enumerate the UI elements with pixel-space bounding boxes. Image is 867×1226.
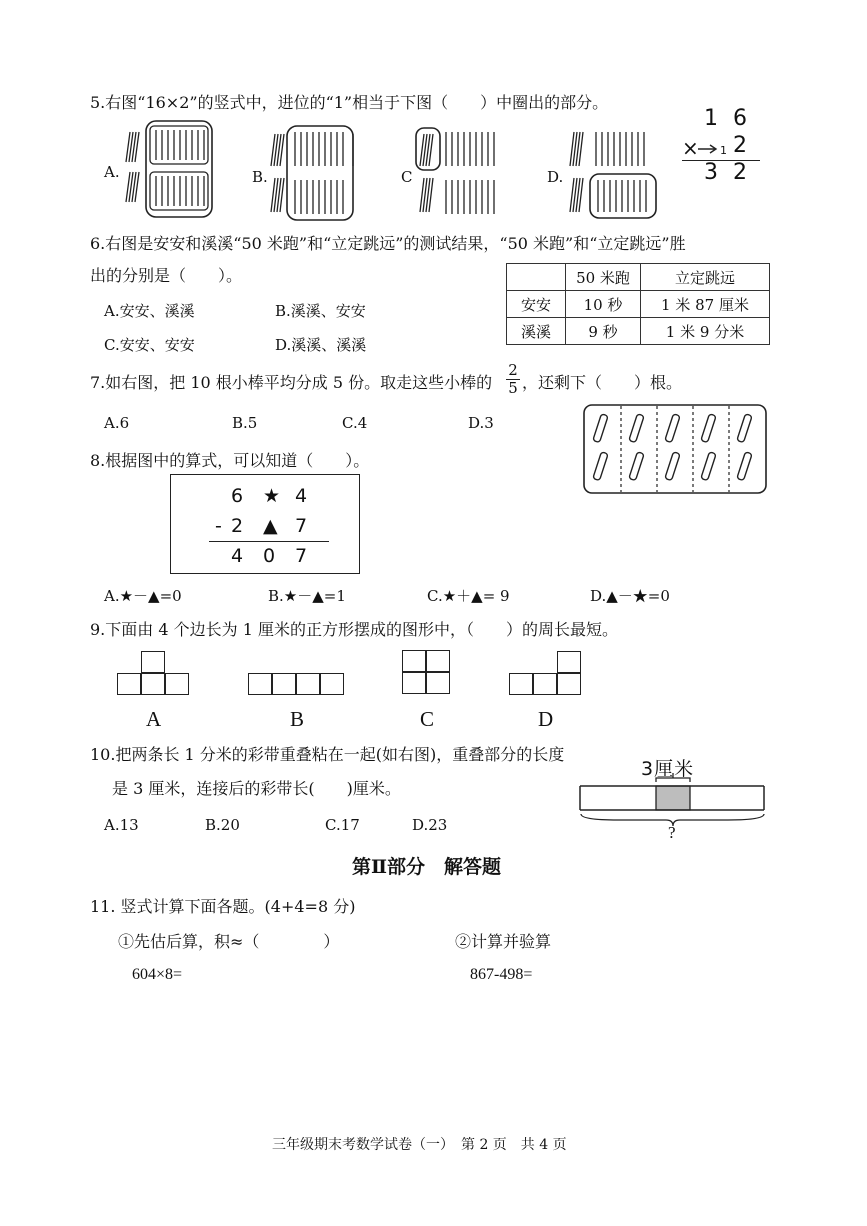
q11-expr1: 604×8= [132, 966, 183, 983]
q7-option-d[interactable]: D.3 [468, 414, 494, 432]
q8-sum-line [209, 541, 329, 542]
q10-option-c[interactable]: C.17 [325, 816, 360, 834]
square [320, 673, 344, 695]
q5-option-d[interactable]: D. [547, 168, 564, 186]
q11-expr2: 867-498= [470, 966, 533, 983]
q6-line1: 6.右图是安安和溪溪“50 米跑”和“立定跳远”的测试结果，“50 米跑”和“立定跳远”胜 [90, 234, 686, 253]
q11-part2-label: ②计算并验算 [455, 932, 552, 951]
page-footer: 三年级期末考数学试卷（一） 第 2 页 共 4 页 [272, 1137, 567, 1153]
bundle-icon [126, 132, 139, 202]
square [141, 651, 165, 673]
q9-shape-c[interactable] [402, 650, 452, 696]
q5-multiplier: 2 [733, 133, 747, 158]
square [165, 673, 189, 695]
q8-option-b[interactable]: B.★－▲=1 [268, 587, 346, 605]
overlap-shaded-area [656, 786, 690, 810]
square [426, 672, 450, 694]
table-row [507, 264, 770, 291]
q10-overlap-label: 3厘米 [641, 758, 695, 780]
q5-sticks-figure-b [265, 122, 360, 222]
q10-option-d[interactable]: D.23 [412, 816, 448, 834]
triangle-icon: ▲ [263, 515, 278, 537]
q5-sticks-figure-d [562, 122, 660, 222]
star-icon: ★ [263, 485, 281, 507]
q7-option-c[interactable]: C.4 [342, 414, 368, 432]
q5-sticks-figure-a [120, 118, 215, 220]
q11-text: 11. 竖式计算下面各题。(4+4=8 分) [90, 897, 356, 916]
q6-option-d[interactable]: D.溪溪、溪溪 [275, 336, 367, 354]
q8-row3-digit: 7 [295, 545, 308, 567]
q5-option-b[interactable]: B. [252, 168, 268, 186]
q6-option-b[interactable]: B.溪溪、安安 [275, 302, 366, 320]
table-row [507, 291, 770, 318]
q10-option-b[interactable]: B.20 [205, 816, 240, 834]
q5-option-a[interactable]: A. [104, 163, 120, 181]
q8-row2-digit: 7 [295, 515, 308, 537]
q9-shape-d[interactable] [509, 651, 585, 697]
table-header-cell [507, 264, 566, 291]
fraction-denominator: 5 [506, 379, 520, 397]
q8-minus-sign: - [215, 515, 222, 537]
table-cell: 溪溪 [507, 318, 566, 345]
q5-vertical-top: 1 6 [704, 106, 751, 131]
q6-line2: 出的分别是（ ）。 [90, 266, 243, 285]
q11-part1-label: ①先估后算，积≈（ ） [118, 932, 340, 951]
table-header-cell: 立定跳远 [641, 264, 770, 291]
square [272, 673, 296, 695]
square [557, 673, 581, 695]
fraction-numerator: 2 [508, 361, 518, 379]
q7-text-before: 7.如右图，把 10 根小棒平均分成 5 份。取走这些小棒的 [90, 373, 493, 392]
square [557, 651, 581, 673]
q9-label-c: C [420, 707, 435, 731]
q8-option-c[interactable]: C.★＋▲= 9 [427, 587, 510, 605]
q9-label-b: B [290, 707, 305, 731]
overlap-bracket [656, 778, 690, 782]
q10-line1: 10.把两条长 1 分米的彩带重叠粘在一起(如右图)，重叠部分的长度 [90, 745, 565, 764]
square [141, 673, 165, 695]
q6-results-table [506, 263, 770, 345]
table-cell: 1 米 87 厘米 [641, 291, 770, 318]
square [426, 650, 450, 672]
q10-option-a[interactable]: A.13 [104, 816, 139, 834]
table-row [507, 318, 770, 345]
q9-text: 9.下面由 4 个边长为 1 厘米的正方形摆成的图形中，（ ）的周长最短。 [90, 620, 618, 639]
q8-equation-box [170, 474, 360, 574]
square [248, 673, 272, 695]
section-title: 第Ⅱ部分 解答题 [352, 856, 502, 878]
square [117, 673, 141, 695]
square [296, 673, 320, 695]
table-cell: 9 秒 [566, 318, 641, 345]
q8-row3-digit: 0 [263, 545, 276, 567]
q7-sticks-figure [583, 404, 769, 496]
table-cell: 安安 [507, 291, 566, 318]
q5-carry-digit: 1 [720, 144, 727, 157]
q7-option-a[interactable]: A.6 [104, 414, 130, 432]
q8-row3-digit: 4 [231, 545, 244, 567]
q8-row1-digit: 4 [295, 485, 308, 507]
q6-option-a[interactable]: A.安安、溪溪 [104, 302, 195, 320]
arrow-right-icon [697, 143, 719, 155]
square [533, 673, 557, 695]
q8-row1-digit: 6 [231, 485, 244, 507]
square [509, 673, 533, 695]
square [402, 672, 426, 694]
q7-text-after: ，还剩下（ ）根。 [522, 373, 683, 392]
q9-label-d: D [538, 707, 554, 731]
table-cell: 10 秒 [566, 291, 641, 318]
q5-sticks-figure-c [412, 122, 507, 222]
q8-text: 8.根据图中的算式，可以知道（ ）。 [90, 451, 370, 470]
square [402, 650, 426, 672]
q8-option-a[interactable]: A.★－▲=0 [104, 587, 182, 605]
q7-fraction [506, 362, 520, 397]
table-header-cell: 50 米跑 [566, 264, 641, 291]
q5-option-c[interactable]: C [401, 168, 413, 186]
q10-question-mark: ? [668, 823, 676, 842]
q6-option-c[interactable]: C.安安、安安 [104, 336, 195, 354]
q5-text: 5.右图“16×2”的竖式中，进位的“1”相当于下图（ ）中圈出的部分。 [90, 93, 609, 112]
table-cell: 1 米 9 分米 [641, 318, 770, 345]
q8-option-d[interactable]: D.▲－★=0 [590, 587, 670, 605]
q9-shape-b[interactable] [248, 673, 348, 697]
q9-label-a: A [146, 707, 162, 731]
q5-vertical-result: 3 2 [704, 160, 751, 185]
q8-row2-digit: 2 [231, 515, 244, 537]
q5-times-sign: × [682, 136, 699, 160]
q9-shape-a[interactable] [117, 651, 193, 697]
q10-line2: 是 3 厘米，连接后的彩带长( )厘米。 [112, 779, 401, 798]
q7-option-b[interactable]: B.5 [232, 414, 258, 432]
